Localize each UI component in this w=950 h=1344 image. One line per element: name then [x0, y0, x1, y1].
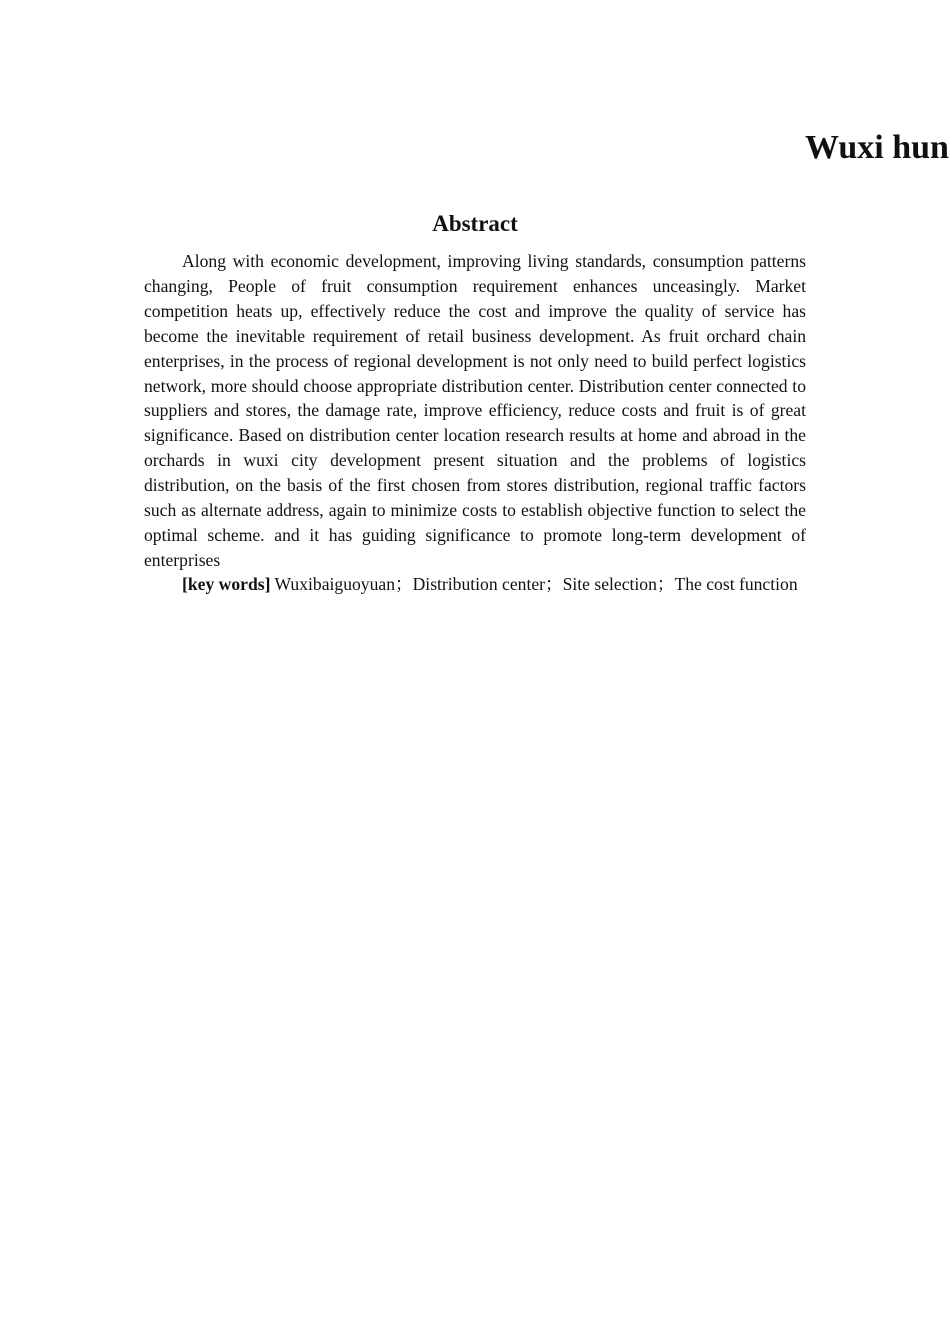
keywords-list: Wuxibaiguoyuan；Distribution center；Site selection；The cost function [270, 574, 798, 594]
page-title: Wuxi hun [805, 129, 949, 166]
abstract-heading: Abstract [432, 211, 518, 236]
keywords-label: [key words] [182, 574, 271, 594]
keywords-paragraph [144, 572, 806, 597]
abstract-paragraph: Along with economic development, improving living standards, consumption patterns changing, People of fruit consumption requirement enhances unceasingly. Market competition heats up, effectively reduce the cost and improve the quality of service has become the inevitable requirement of retail business development. As fruit orchard chain enterprises, in the process of regional development is not only need to build perfect logistics network, more should choose appropriate distribution center. Distribution center connected to suppliers and stores, the damage rate, improve efficiency, reduce costs and fruit is of great significance. Based on distribution center location research results at home and abroad in the orchards in wuxi city development present situation and the problems of logistics distribution, on the basis of the first chosen from stores distribution, regional traffic factors such as alternate address, again to minimize costs to establish objective function to select the optimal scheme. and it has guiding significance to promote long-term development of enterprises [144, 251, 806, 570]
